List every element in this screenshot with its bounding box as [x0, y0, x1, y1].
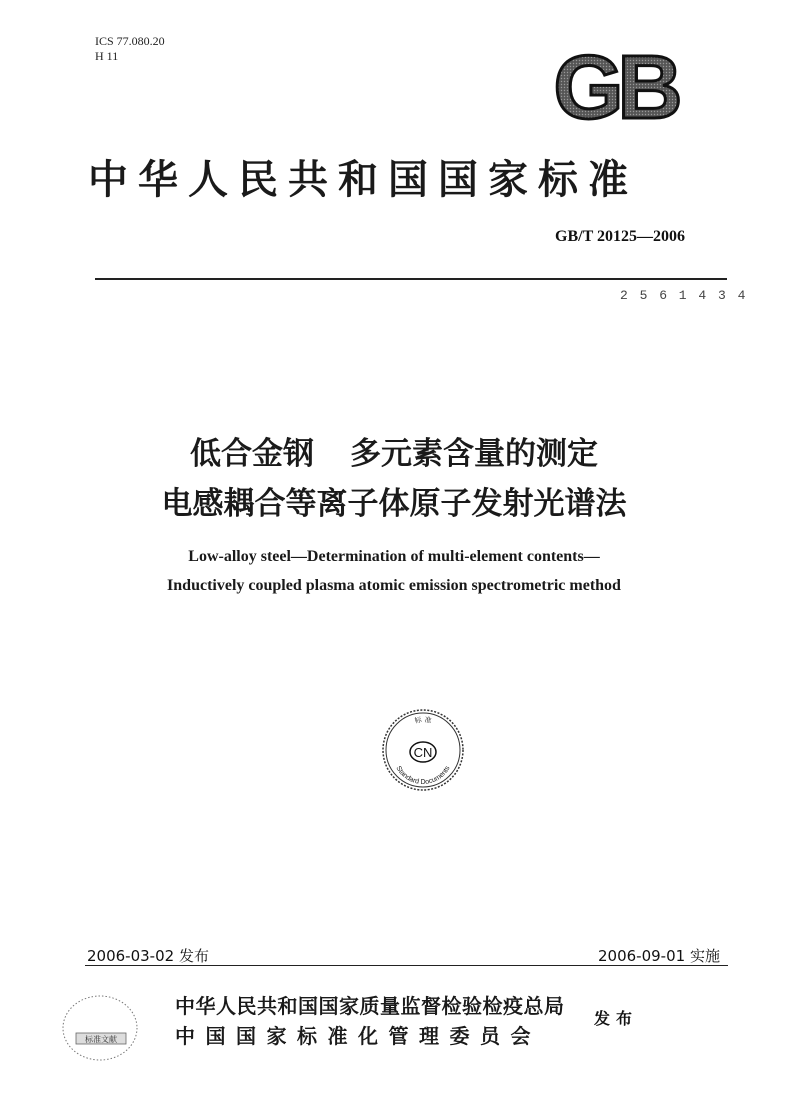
english-title-line1: Low-alloy steel—Determination of multi-element contents— — [188, 548, 600, 565]
implementation-date: 2006-09-01 实施 — [598, 947, 720, 965]
issuer-org-1: 中华人民共和国国家质量监督检验检疫总局 — [175, 994, 565, 1018]
standard-type-title: 中华人民共和国国家标准 — [88, 157, 638, 203]
classification-codes — [95, 34, 165, 64]
svg-text:标 准: 标 准 — [413, 715, 433, 725]
english-title-line2: Inductively coupled plasma atomic emission spectrometric method — [167, 577, 621, 594]
date-divider — [85, 965, 728, 966]
chinese-title-line2: 电感耦合等离子体原子发射光谱法 — [161, 486, 627, 522]
publish-label: 发布 — [594, 1009, 639, 1028]
ics-code: ICS 77.080.20 — [95, 34, 165, 48]
library-stamp-icon — [60, 993, 140, 1063]
svg-text:Standard Documents: Standard Documents — [394, 765, 452, 787]
standard-number: GB/T 20125—2006 — [555, 228, 685, 245]
serial-stamp: 2 5 6 1 4 3 4 — [620, 288, 748, 303]
svg-text:标准文献: 标准文献 — [85, 1035, 117, 1044]
chinese-title-line1 — [0, 428, 788, 473]
issue-date: 2006-03-02 发布 — [87, 947, 209, 965]
gb-logo — [530, 44, 700, 124]
header-divider — [95, 278, 727, 280]
svg-text:GB: GB — [553, 44, 677, 124]
ccs-code: H 11 — [95, 49, 119, 63]
issuer-org-2: 中国国家标准化管理委员会 — [175, 1024, 541, 1048]
standard-seal-icon — [381, 708, 465, 792]
svg-text:CN: CN — [413, 745, 433, 760]
chinese-title-part1: 低合金钢 — [190, 436, 314, 472]
chinese-title-part2: 多元素含量的测定 — [350, 436, 598, 472]
